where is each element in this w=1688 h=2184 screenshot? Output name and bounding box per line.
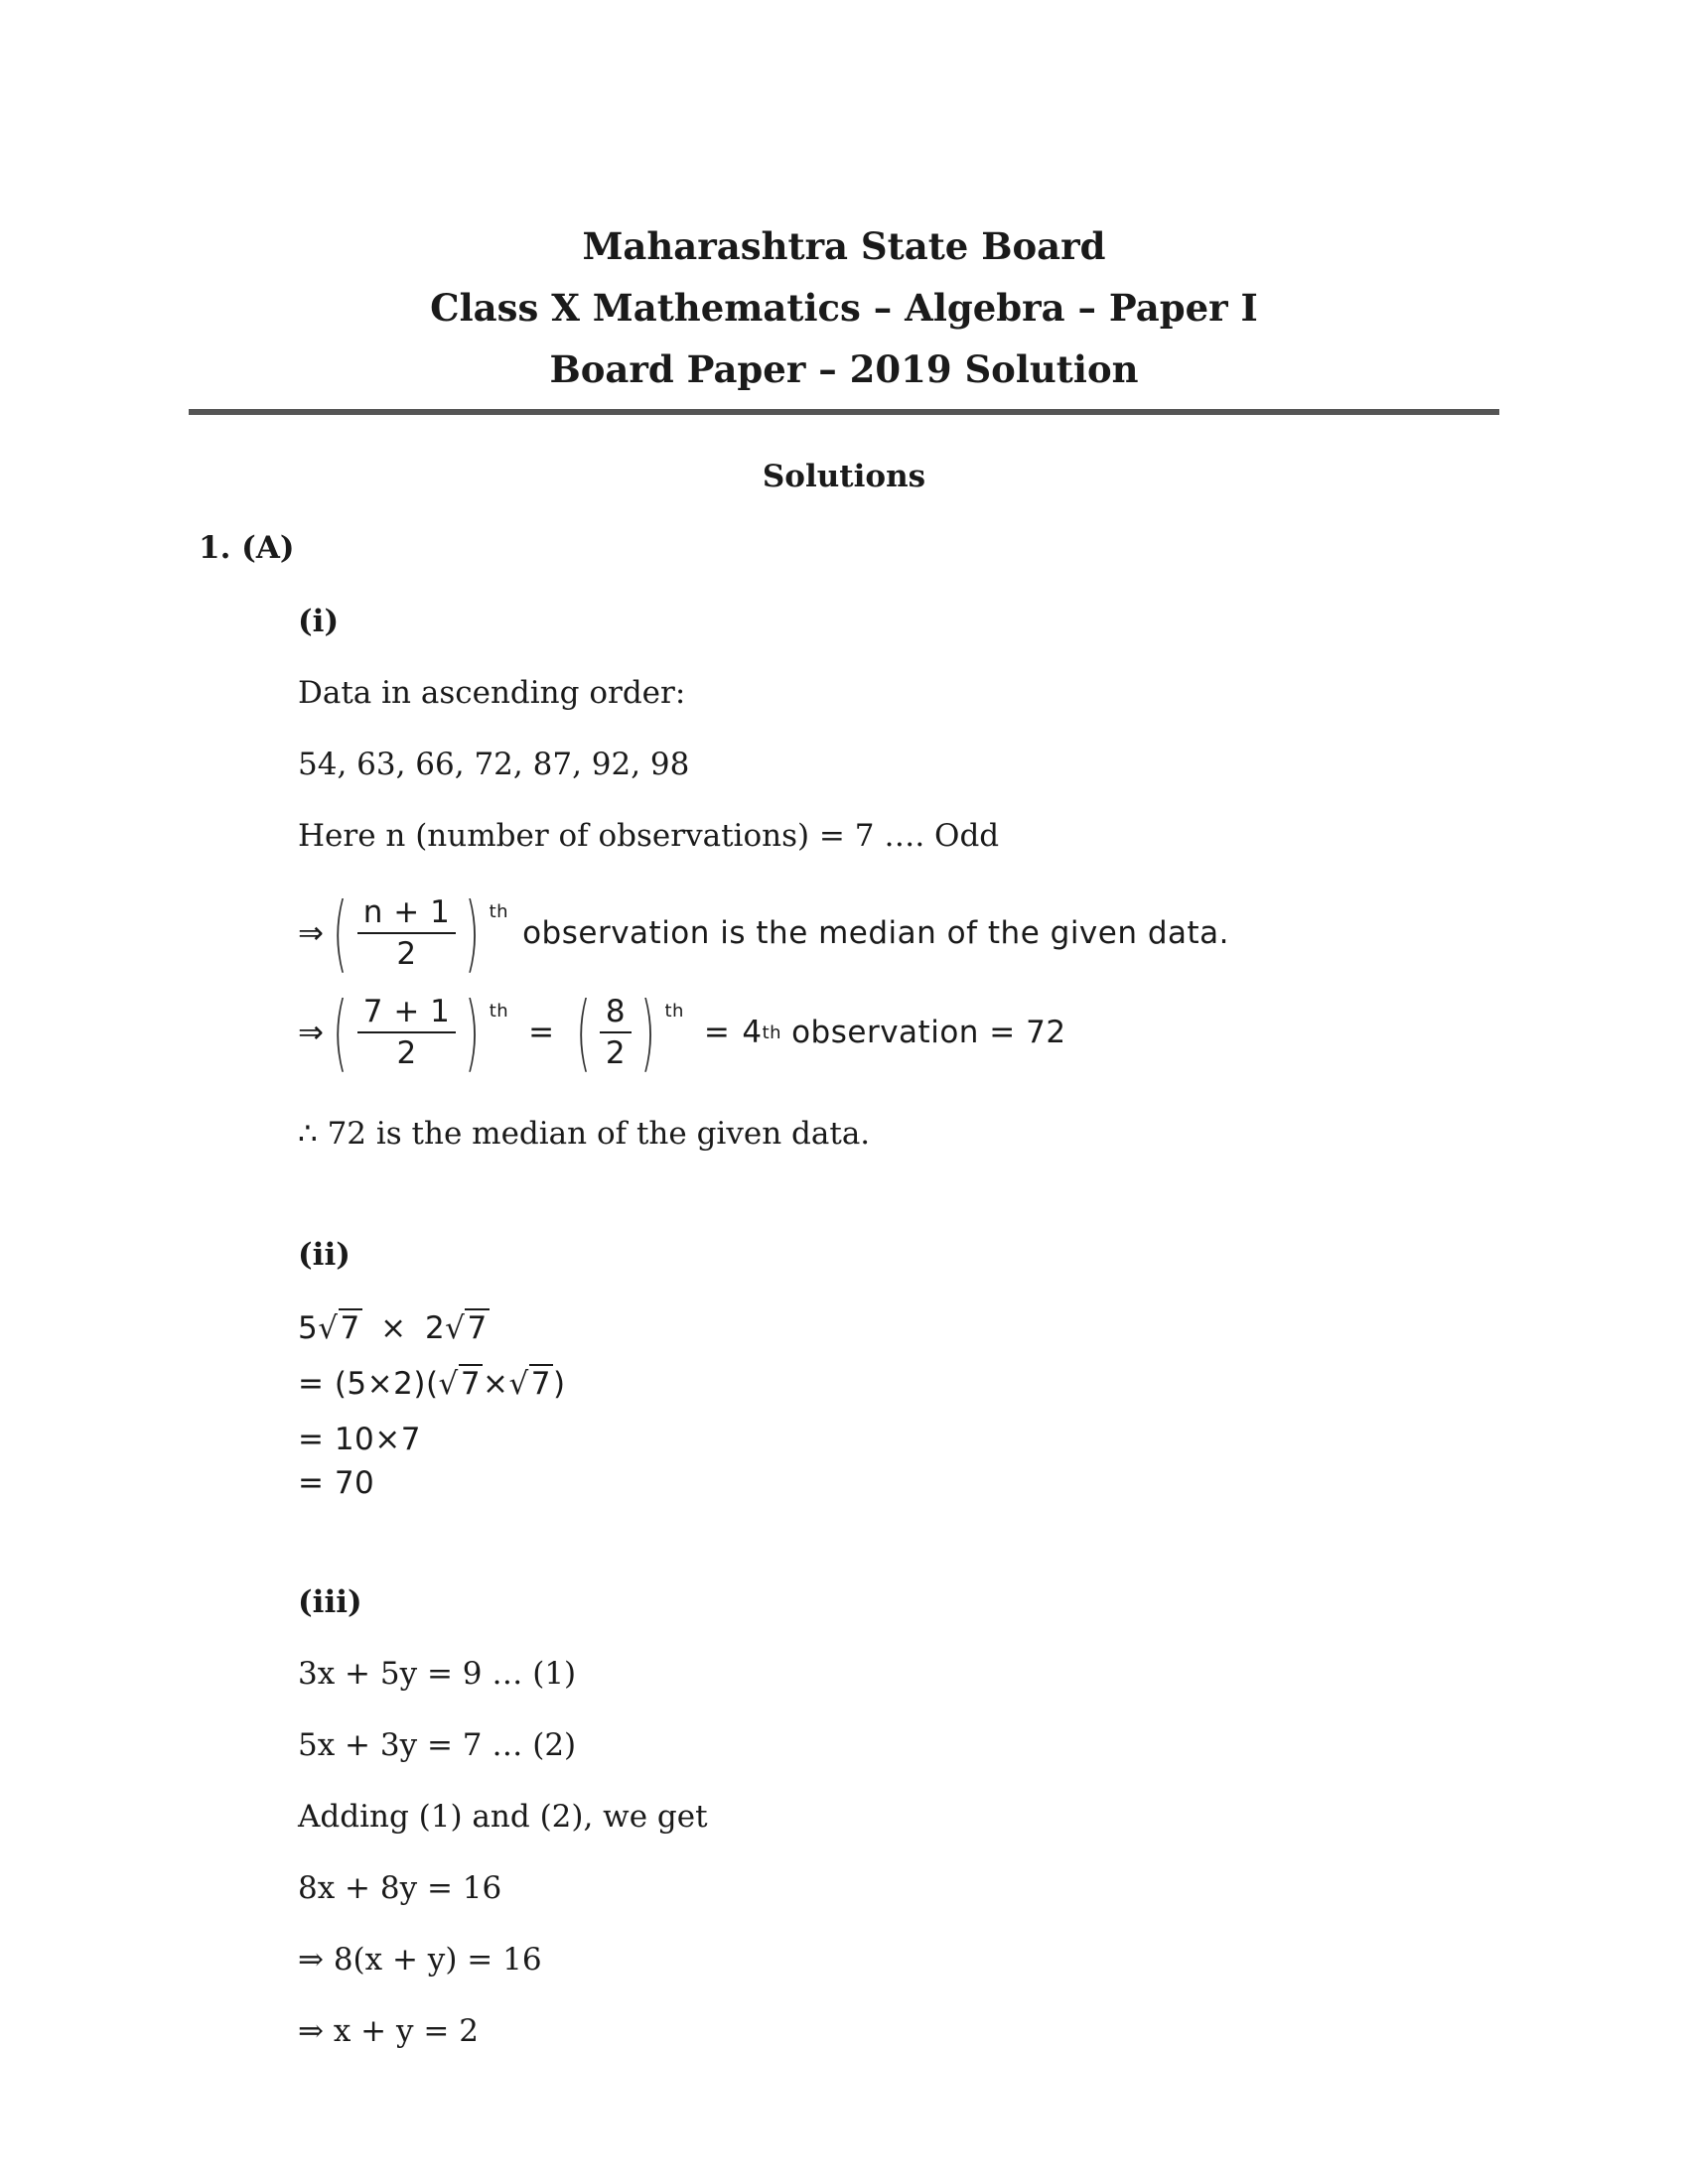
result-equation: ⇒ x + y = 2 xyxy=(298,2013,479,2049)
radicand: 7 xyxy=(530,1366,552,1402)
header-divider xyxy=(189,409,1499,415)
radicand: 7 xyxy=(467,1310,488,1346)
equation-1: 3x + 5y = 9 … (1) xyxy=(298,1656,577,1692)
sqrt-7: √7 xyxy=(445,1310,488,1346)
part-i-conclusion: ∴ 72 is the median of the given data. xyxy=(298,1116,871,1152)
sqrt-7: √7 xyxy=(318,1310,360,1346)
equals-sign: = xyxy=(703,1015,731,1050)
equals-sign: = xyxy=(528,1015,555,1050)
fraction-denominator: 2 xyxy=(605,1035,627,1071)
fourth-number: 4 xyxy=(742,1015,763,1050)
fraction-numerator: 7 + 1 xyxy=(357,994,457,1033)
radicand: 7 xyxy=(460,1366,482,1402)
implies-symbol: ⇒ xyxy=(298,915,325,951)
median-formula-line xyxy=(298,885,1230,982)
equation-2: 5x + 3y = 7 … (2) xyxy=(298,1727,577,1763)
doc-title-subject: Class X Mathematics – Algebra – Paper I xyxy=(430,286,1258,330)
fraction-n-plus-1-over-2 xyxy=(357,894,457,972)
right-paren: ) xyxy=(640,984,656,1081)
part-i-n-line: Here n (number of observations) = 7 …. Odd xyxy=(298,818,1000,854)
fraction-denominator: 2 xyxy=(396,936,417,972)
adding-step: Adding (1) and (2), we get xyxy=(298,1799,708,1835)
part-ii-line-1 xyxy=(298,1310,490,1346)
radicand: 7 xyxy=(340,1310,360,1346)
left-paren: ( xyxy=(333,885,349,982)
doc-title-paper: Board Paper – 2019 Solution xyxy=(549,347,1139,391)
coefficient: 5 xyxy=(298,1310,319,1346)
times-symbol: × xyxy=(483,1366,509,1402)
th-superscript: th xyxy=(664,1000,684,1022)
observation-result: observation = 72 xyxy=(791,1015,1066,1050)
sqrt-7: √7 xyxy=(508,1366,552,1402)
factored-equation: ⇒ 8(x + y) = 16 xyxy=(298,1942,542,1978)
implies-symbol: ⇒ xyxy=(298,1015,325,1050)
part-i-data: 54, 63, 66, 72, 87, 92, 98 xyxy=(298,747,690,782)
part-ii-line-2 xyxy=(298,1366,566,1402)
question-label: 1. (A) xyxy=(199,530,295,566)
sum-equation: 8x + 8y = 16 xyxy=(298,1870,502,1906)
part-i-intro: Data in ascending order: xyxy=(298,675,686,711)
right-paren: ) xyxy=(465,885,481,982)
median-statement: observation is the median of the given data. xyxy=(522,915,1230,951)
fraction-numerator: 8 xyxy=(600,994,632,1033)
sqrt-7: √7 xyxy=(438,1366,482,1402)
doc-title-board: Maharashtra State Board xyxy=(582,224,1106,268)
left-paren: ( xyxy=(333,984,349,1081)
fraction-denominator: 2 xyxy=(396,1035,417,1071)
th-superscript: th xyxy=(489,1000,509,1022)
th-superscript: th xyxy=(762,1022,782,1043)
fraction-8-over-2 xyxy=(600,994,632,1071)
right-paren: ) xyxy=(465,984,481,1081)
closing-paren: ) xyxy=(553,1366,566,1402)
th-superscript: th xyxy=(489,900,509,922)
part-iii-label: (iii) xyxy=(298,1584,362,1620)
median-calc-line xyxy=(298,984,1066,1081)
coefficient: 2 xyxy=(424,1310,446,1346)
solutions-heading: Solutions xyxy=(762,459,926,494)
part-ii-line-3: = 10×7 xyxy=(298,1422,421,1457)
times-symbol: × xyxy=(380,1310,407,1346)
part-ii-line-4: = 70 xyxy=(298,1465,375,1501)
product-expression: = (5×2)( xyxy=(298,1366,439,1402)
fraction-numerator: n + 1 xyxy=(357,894,457,934)
part-ii-label: (ii) xyxy=(298,1237,351,1273)
fraction-7-plus-1-over-2 xyxy=(357,994,457,1071)
left-paren: ( xyxy=(575,984,591,1081)
part-i-label: (i) xyxy=(298,604,340,639)
